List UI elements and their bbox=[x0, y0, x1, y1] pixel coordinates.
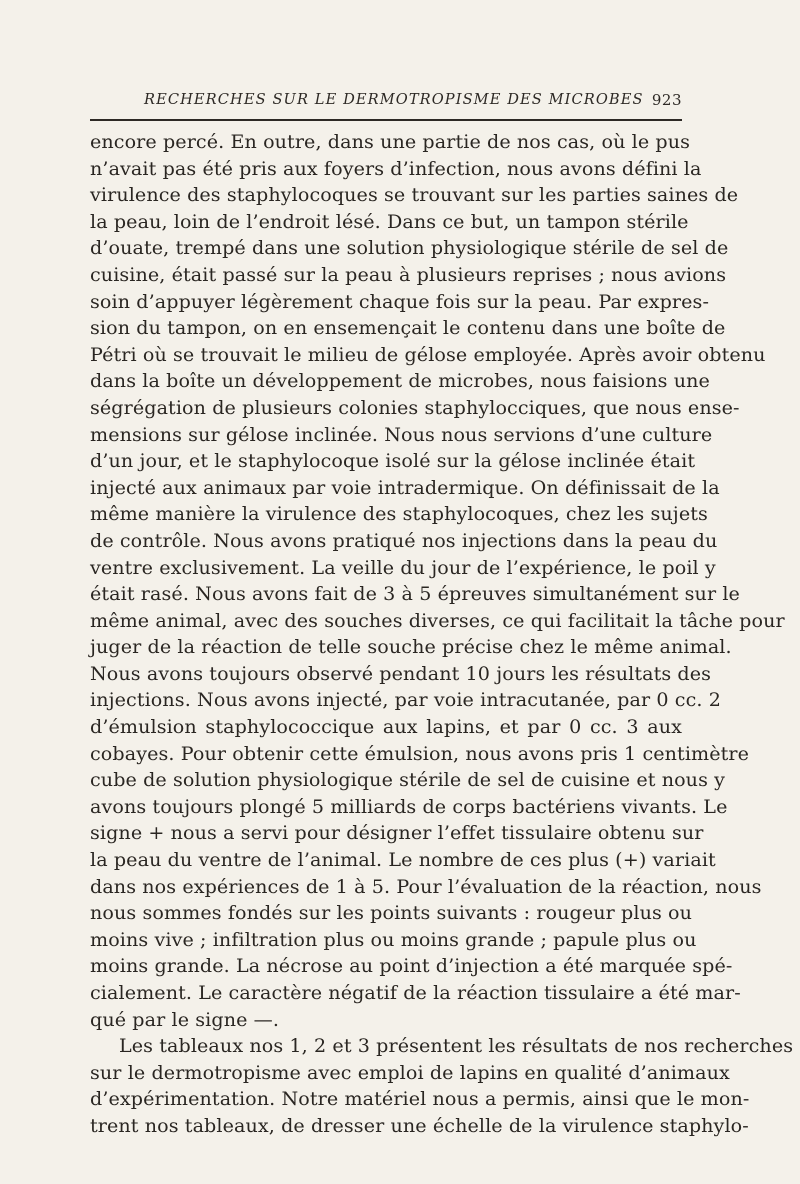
text-line: n’avait pas été pris aux foyers d’infection, nous avons défini la bbox=[90, 156, 702, 180]
text-line: nous sommes fondés sur les points suivants : rougeur plus ou bbox=[90, 901, 693, 925]
text-line: d’un jour, et le staphylocoque isolé sur la gélose inclinée était bbox=[90, 449, 696, 473]
text-line: même animal, avec des souches diverses, ce qui facilitait la tâche pour bbox=[90, 608, 785, 632]
text-line: encore percé. En outre, dans une partie de nos cas, où le pus bbox=[90, 130, 691, 153]
body-text bbox=[90, 129, 794, 1140]
text-line: cialement. Le caractère négatif de la réaction tissulaire a été mar- bbox=[90, 981, 741, 1004]
text-line: d’ouate, trempé dans une solution physiologique stérile de sel de bbox=[90, 236, 729, 260]
text-line: même manière la virulence des staphylocoques, chez les sujets bbox=[90, 502, 708, 526]
text-line: soin d’appuyer légèrement chaque fois sur la peau. Par expres- bbox=[90, 289, 709, 313]
text-line: virulence des staphylocoques se trouvant sur les parties saines de bbox=[90, 183, 739, 207]
text-line: injecté aux animaux par voie intradermique. On définissait de la bbox=[90, 475, 720, 499]
text-line: d’expérimentation. Notre matériel nous a permis, ainsi que le mon- bbox=[90, 1087, 750, 1111]
page-number: 923 bbox=[651, 91, 682, 109]
text-line: de contrôle. Nous avons pratiqué nos injections dans la peau du bbox=[90, 528, 718, 552]
text-line: avons toujours plongé 5 milliards de corps bactériens vivants. Le bbox=[90, 794, 728, 818]
text-line: Nous avons toujours observé pendant 10 jours les résultats des bbox=[90, 661, 712, 685]
text-line: Pétri où se trouvait le milieu de gélose employée. Après avoir obtenu bbox=[90, 342, 766, 366]
text-line: cube de solution physiologique stérile de sel de cuisine et nous y bbox=[90, 768, 726, 792]
text-line: d’émulsion staphylococcique aux lapins, et par 0 cc. 3 aux bbox=[90, 715, 682, 739]
text-line: signe + nous a servi pour désigner l’effet tissulaire obtenu sur bbox=[90, 821, 704, 845]
text-line: qué par le signe —. bbox=[90, 1007, 280, 1031]
text-line: cuisine, était passé sur la peau à plusieurs reprises ; nous avions bbox=[90, 262, 727, 286]
text-line: moins grande. La nécrose au point d’injection a été marquée spé- bbox=[90, 954, 733, 978]
text-line: la peau du ventre de l’animal. Le nombre de ces plus (+) variait bbox=[90, 848, 716, 872]
header-rule bbox=[90, 119, 682, 121]
text-line: trent nos tableaux, de dresser une échelle de la virulence staphylo- bbox=[90, 1113, 749, 1137]
text-line: dans nos expériences de 1 à 5. Pour l’évaluation de la réaction, nous bbox=[90, 874, 762, 898]
text-line: cobayes. Pour obtenir cette émulsion, nous avons pris 1 centimètre bbox=[90, 741, 750, 765]
text-line: sion du tampon, on en ensemençait le contenu dans une boîte de bbox=[90, 316, 726, 340]
text-line: mensions sur gélose inclinée. Nous nous servions d’une culture bbox=[90, 422, 713, 446]
text-line: ségrégation de plusieurs colonies staphylocciques, que nous ense- bbox=[90, 395, 740, 419]
text-line: dans la boîte un développement de microbes, nous faisions une bbox=[90, 369, 710, 393]
text-line: Les tableaux nos 1, 2 et 3 présentent les résultats de nos recherches bbox=[119, 1034, 794, 1058]
text-line: injections. Nous avons injecté, par voie intracutanée, par 0 cc. 2 bbox=[90, 688, 721, 712]
running-title: RECHERCHES SUR LE DERMOTROPISME DES MICROBES bbox=[144, 91, 644, 108]
text-line: juger de la réaction de telle souche précise chez le même animal. bbox=[90, 635, 732, 659]
text-line: ventre exclusivement. La veille du jour de l’expérience, le poil y bbox=[90, 555, 716, 579]
running-head bbox=[90, 91, 682, 117]
text-line: était rasé. Nous avons fait de 3 à 5 épreuves simultanément sur le bbox=[90, 582, 740, 606]
text-line: la peau, loin de l’endroit lésé. Dans ce but, un tampon stérile bbox=[90, 209, 689, 233]
text-line: sur le dermotropisme avec emploi de lapins en qualité d’animaux bbox=[90, 1060, 730, 1084]
text-line: moins vive ; infiltration plus ou moins grande ; papule plus ou bbox=[90, 927, 697, 951]
